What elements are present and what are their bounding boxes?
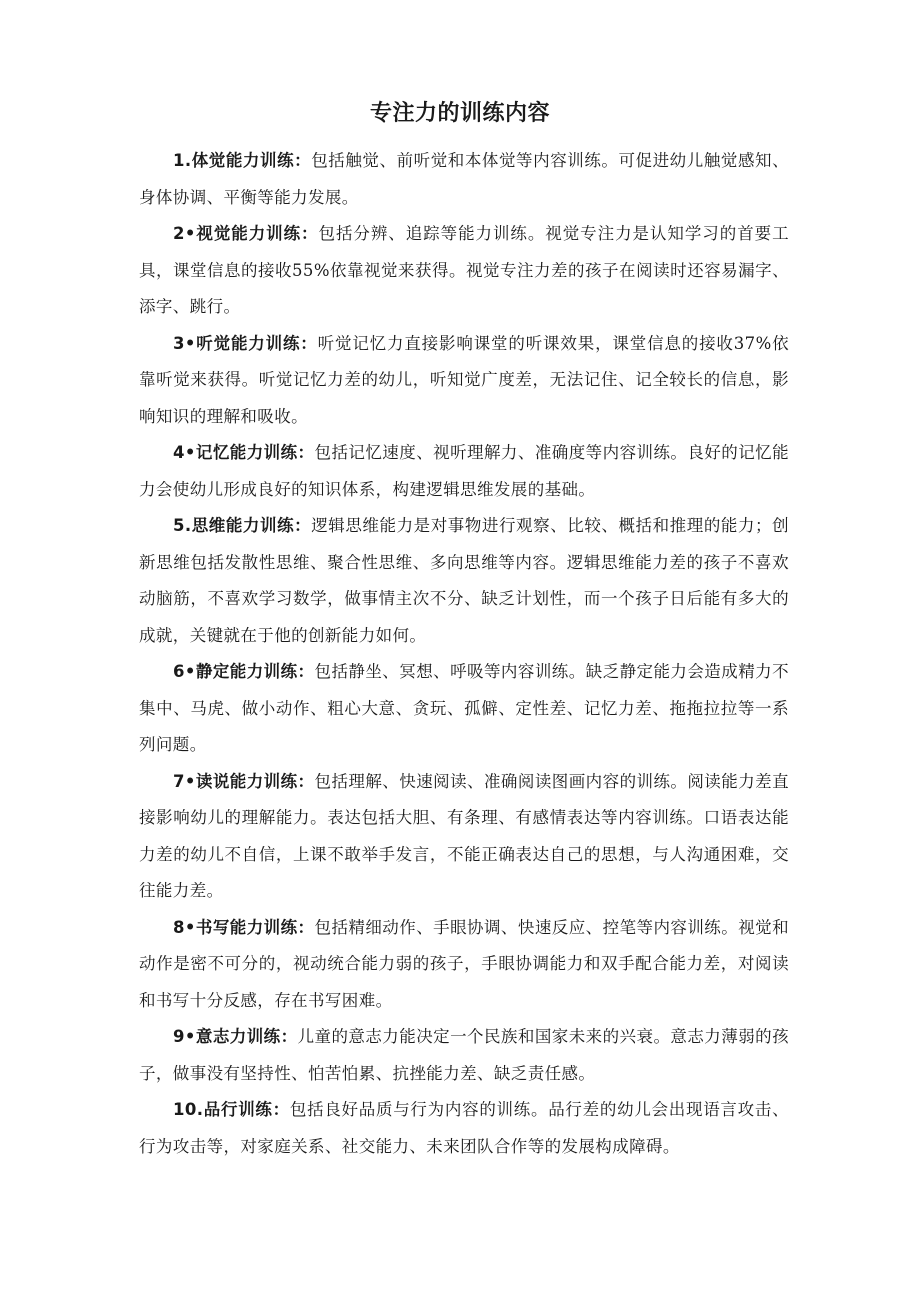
- paragraph-text: 儿童的意志力能决定一个民族和国家未来的兴衰。意志力薄弱的孩子，做事没有坚持性、怕苦怕累、抗挫能力差、缺乏责任感。: [139, 1027, 789, 1083]
- paragraph-label: 2•视觉能力训练：: [173, 224, 319, 243]
- paragraph-label: 7•读说能力训练：: [173, 771, 315, 791]
- paragraph-text: 包括触觉、前听觉和本体觉等内容训练。可促进幼儿触觉感知、身体协调、平衡等能力发展。: [139, 151, 789, 207]
- paragraph-3: [139, 326, 789, 436]
- paragraph-label: 8•书写能力训练：: [173, 917, 315, 937]
- paragraph-text: 包括静坐、冥想、呼吸等内容训练。缺乏静定能力会造成精力不集中、马虎、做小动作、粗心大意、贪玩、孤僻、定性差、记忆力差、拖拖拉拉等一系列问题。: [139, 662, 789, 754]
- paragraph-text: 包括精细动作、手眼协调、快速反应、控笔等内容训练。视觉和动作是密不可分的，视动统合能力弱的孩子，手眼协调能力和双手配合能力差，对阅读和书写十分反感，存在书写困难。: [139, 917, 789, 1010]
- paragraph-7: [139, 764, 789, 910]
- paragraph-label: 10.品行训练：: [173, 1100, 290, 1119]
- paragraph-6: [139, 654, 789, 764]
- paragraph-1: [139, 143, 789, 216]
- paragraph-text: 包括记忆速度、视听理解力、准确度等内容训练。良好的记忆能力会使幼儿形成良好的知识体系，构建逻辑思维发展的基础。: [139, 443, 789, 499]
- paragraph-label: 6•静定能力训练：: [173, 662, 315, 681]
- paragraph-9: [139, 1019, 789, 1092]
- paragraph-10: [139, 1092, 789, 1165]
- paragraph-text: 听觉记忆力直接影响课堂的听课效果，课堂信息的接收37%依靠听觉来获得。听觉记忆力差的幼儿，听知觉广度差，无法记住、记全较长的信息，影响知识的理解和吸收。: [139, 333, 789, 426]
- paragraph-label: 1.体觉能力训练：: [173, 151, 312, 170]
- paragraph-text: 包括良好品质与行为内容的训练。品行差的幼儿会出现语言攻击、行为攻击等，对家庭关系、社交能力、未来团队合作等的发展构成障碍。: [139, 1100, 789, 1156]
- paragraph-text: 包括分辨、追踪等能力训练。视觉专注力是认知学习的首要工具，课堂信息的接收55%依靠视觉来获得。视觉专注力差的孩子在阅读时还容易漏字、添字、跳行。: [139, 224, 789, 316]
- paragraph-label: 5.思维能力训练：: [173, 516, 312, 535]
- paragraph-4: [139, 435, 789, 508]
- paragraph-text: 逻辑思维能力是对事物进行观察、比较、概括和推理的能力；创新思维包括发散性思维、聚合性思维、多向思维等内容。逻辑思维能力差的孩子不喜欢动脑筋，不喜欢学习数学，做事情主次不分、缺乏计划性，而一个孩子日后能有多大的成就，关键就在于他的创新能力如何。: [139, 516, 789, 645]
- paragraph-2: [139, 216, 789, 326]
- paragraph-text: 包括理解、快速阅读、准确阅读图画内容的训练。阅读能力差直接影响幼儿的理解能力。表达包括大胆、有条理、有感情表达等内容训练。口语表达能力差的幼儿不自信，上课不敢举手发言，不能正确表达自己的思想，与人沟通困难，交往能力差。: [139, 771, 789, 900]
- paragraph-label: 3•听觉能力训练：: [173, 333, 318, 353]
- paragraph-label: 9•意志力训练：: [173, 1027, 298, 1046]
- paragraph-5: [139, 508, 789, 654]
- document-title: 专注力的训练内容: [369, 101, 550, 126]
- paragraph-8: [139, 910, 789, 1020]
- document-body: [139, 143, 789, 1165]
- paragraph-label: 4•记忆能力训练：: [173, 443, 315, 462]
